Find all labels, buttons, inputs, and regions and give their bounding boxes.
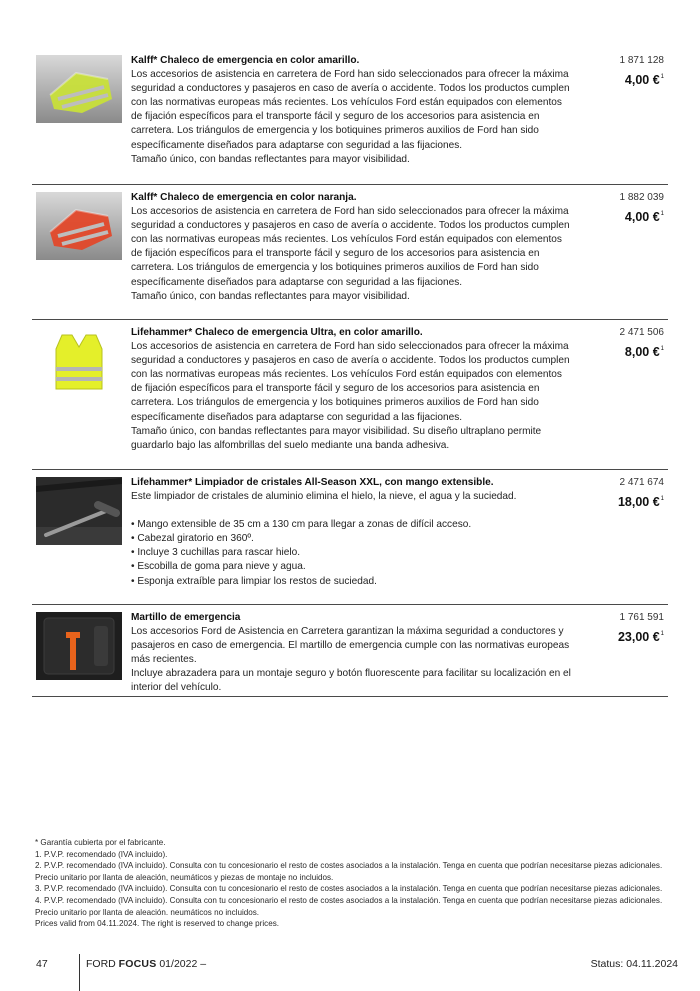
product-name: Lifehammer* Limpiador de cristales All-Season XXL, con mango extensible. [131,477,494,488]
footnote: 1. P.V.P. recomendado (IVA incluido). [35,849,168,859]
yellow-vest-bag-icon [36,55,122,123]
price-footnote-ref: 1 [660,631,664,637]
page-footer [0,950,700,991]
product-pricing [618,611,664,646]
product-note: Incluye abrazadera para un montaje seguro y botón fluorescente para facilitar su localización en el interior del vehículo. [131,668,571,694]
footnote: 2. P.V.P. recomendado (IVA incluido). Consulta con tu concesionario el resto de costes asociados a la instalación. Tenga en cuenta que podrían necesitarse piezas adicionales. Precio unitario por llanta de aleación, neumáticos y piezas de montaje no incluidos. [35,861,663,882]
feature-item: • Mango extensible de 35 cm a 130 cm para llegar a zonas de difícil acceso. [131,519,472,531]
product-content [131,191,571,304]
footnote: 4. P.V.P. recomendado (IVA incluido). Consulta con tu concesionario el resto de costes asociados a la instalación. Tenga en cuenta que podrían necesitarse piezas adicionales. Precio unitario por llanta de aleación. neumáticos no incluidos. [35,895,663,917]
price-value: 8,00 € [624,345,660,359]
product-note: Tamaño único, con bandas reflectantes para mayor visibilidad. Su diseño ultraplano permite guardarlo bajo las alfombrillas del suelo mediante una banda adhesiva. [131,425,542,451]
footer-divider [79,954,80,991]
product-content [131,476,571,589]
footnotes [35,837,665,930]
footer-status: Status: 04.11.2024 [590,958,678,970]
yellow-vest-icon [36,327,122,395]
feature-item: • Cabezal giratorio en 360º. [131,533,254,545]
footer-title [86,958,206,970]
product-price [620,205,665,226]
product-pricing [620,191,665,226]
orange-vest-bag-icon [36,192,122,260]
product-list [32,48,668,697]
product-name: Kalff* Chaleco de emergencia en color naranja. [131,192,357,203]
price-footnote-ref: 1 [660,346,664,352]
price-footnote-ref: 1 [660,496,664,502]
product-code: 2 471 674 [619,477,664,488]
price-footnote-ref: 1 [660,211,664,217]
feature-item: • Escobilla de goma para nieve y agua. [131,561,306,573]
footnote: Prices valid from 04.11.2024. The right is reserved to change prices. [35,919,279,929]
feature-item: • Incluye 3 cuchillas para rascar hielo. [131,547,301,559]
product-row [32,605,668,697]
product-content [131,611,571,696]
product-code: 1 761 591 [619,612,664,623]
product-row [32,470,668,605]
window-cleaner-icon [36,477,122,545]
product-features [131,518,571,588]
product-pricing [620,54,665,89]
price-value: 4,00 € [624,210,660,224]
product-note: Tamaño único, con bandas reflectantes para mayor visibilidad. [131,153,410,165]
product-price [618,490,664,511]
footer-edition: 01/2022 – [159,958,207,970]
product-code: 1 882 039 [619,192,664,203]
page-number: 47 [36,958,48,970]
price-value: 18,00 € [617,495,660,509]
product-row [32,320,668,470]
product-code: 2 471 506 [619,327,664,338]
footer-brand: FORD [86,958,116,970]
footnote: * Garantía cubierta por el fabricante. [35,838,166,847]
product-description: Los accesorios de asistencia en carretera de Ford han sido seleccionados para ofrecer la máxima seguridad a conductores y pasajeros en caso de avería o accidente. Todos los productos cumplen con las normativas europeas más recientes. Los vehículos Ford están equipados con elementos de fijación específicos para el transporte fácil y seguro de los accesorios para asistencia en carretera. Los triángulos de emergencia y los botiquines primeros auxilios de Ford han sido específicamente diseñados para adaptarse con seguridad a las fijaciones. [131,69,570,151]
product-description: Los accesorios de asistencia en carretera de Ford han sido seleccionados para ofrecer la máxima seguridad a conductores y pasajeros en caso de avería o accidente. Todos los productos cumplen con las normativas europeas más recientes. Los vehículos Ford están equipados con elementos de fijación específicos para el transporte fácil y seguro de los accesorios para asistencia en carretera. Los triángulos de emergencia y los botiquines primeros auxilios de Ford han sido específicamente diseñados para adaptarse con seguridad a las fijaciones. [131,206,570,288]
emergency-hammer-icon [36,612,122,680]
footnote: 3. P.V.P. recomendado (IVA incluido). Consulta con tu concesionario el resto de costes asociados a la instalación. Tenga en cuenta que podrían necesitarse piezas adicionales. [35,884,663,894]
price-value: 23,00 € [617,630,660,644]
product-name: Kalff* Chaleco de emergencia en color amarillo. [131,55,360,66]
product-description: Este limpiador de cristales de aluminio elimina el hielo, la nieve, el agua y la suciedad. [131,491,517,503]
product-content [131,326,571,453]
product-code: 1 871 128 [619,55,664,66]
product-price [618,625,664,646]
product-price [620,340,665,361]
price-value: 4,00 € [624,73,660,87]
product-name: Lifehammer* Chaleco de emergencia Ultra, en color amarillo. [131,327,423,338]
product-pricing [620,326,665,361]
product-name: Martillo de emergencia [131,612,241,623]
price-footnote-ref: 1 [660,74,664,80]
product-pricing [618,476,664,511]
product-row [32,185,668,320]
product-description: Los accesorios Ford de Asistencia en Carretera garantizan la máxima seguridad a conductores y pasajeros en caso de emergencia. El martillo de emergencia cumple con las normativas europeas más recientes. [131,626,570,666]
product-note: Tamaño único, con bandas reflectantes para mayor visibilidad. [131,290,410,302]
product-price [620,68,665,89]
product-content [131,54,571,167]
footer-model: FOCUS [118,958,157,970]
feature-item: • Esponja extraíble para limpiar los restos de suciedad. [131,575,377,587]
product-row [32,48,668,185]
product-description: Los accesorios de asistencia en carretera de Ford han sido seleccionados para ofrecer la máxima seguridad a conductores y pasajeros en caso de avería o accidente. Todos los productos cumplen con las normativas europeas más recientes. Los vehículos Ford están equipados con elementos de fijación específicos para el transporte fácil y seguro de los accesorios para asistencia en carretera. Los triángulos de emergencia y los botiquines primeros auxilios de Ford han sido específicamente diseñados para adaptarse con seguridad a las fijaciones. [131,341,570,423]
